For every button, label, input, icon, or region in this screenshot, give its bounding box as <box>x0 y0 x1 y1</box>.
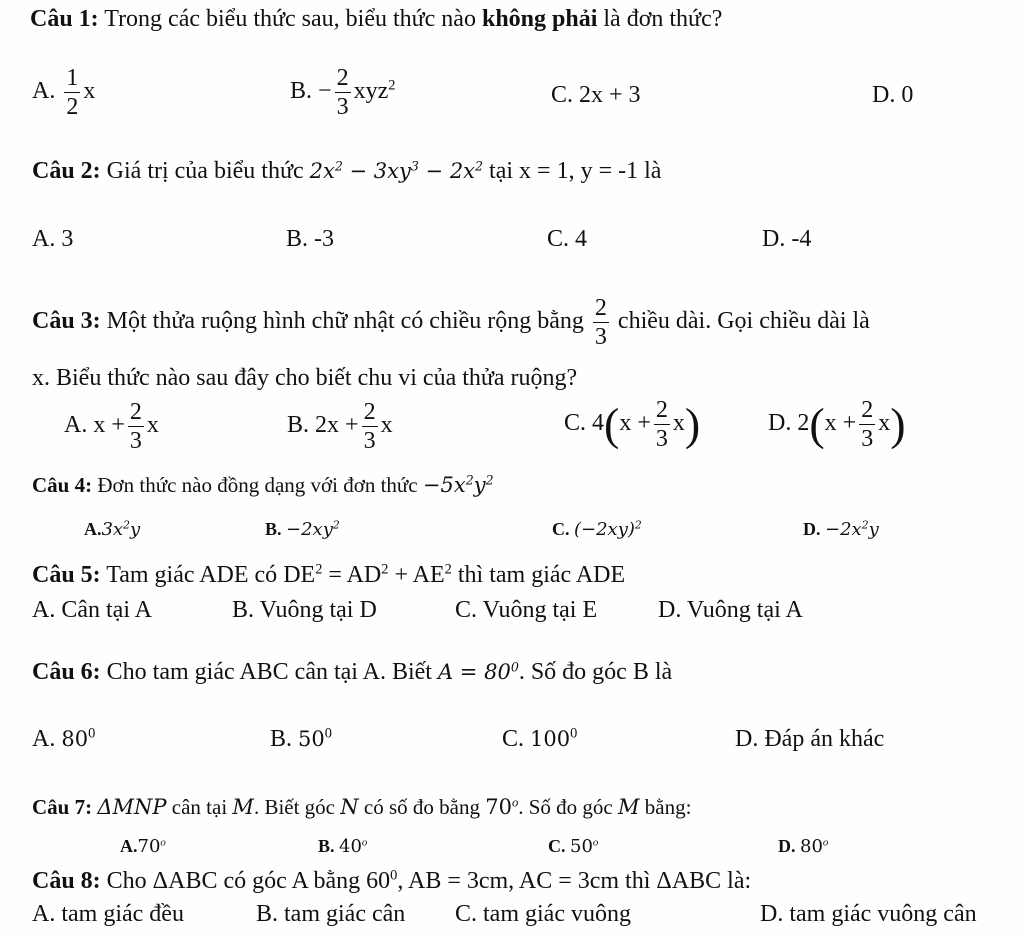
q3-a-post: x <box>146 412 159 439</box>
q7-option-b <box>318 836 367 857</box>
q6-option-b <box>270 726 332 753</box>
q3-b-num: 2 <box>363 399 376 425</box>
q4-d-a2: y <box>868 519 879 540</box>
q7-val: 70 <box>485 795 512 819</box>
q7-option-a <box>120 836 166 857</box>
q4-option-d <box>803 519 879 540</box>
q3-d-post: x <box>878 410 891 437</box>
q7-option-c <box>548 836 598 857</box>
q5-label: Câu 5: <box>32 562 101 588</box>
q5-stem <box>32 562 625 589</box>
q7-c-val: 50 <box>570 836 593 857</box>
q8-option-c: C. tam giác vuông <box>455 901 631 927</box>
q2-condition: tại x = 1, y = -1 là <box>489 158 662 184</box>
q3-text: Một thửa ruộng hình chữ nhật có chiều rộng bằng <box>106 308 584 335</box>
q3-den: 3 <box>594 324 607 350</box>
q6-c-val: 100 <box>530 727 571 751</box>
q3-label: Câu 3: <box>32 308 101 335</box>
q8-text-end: , AB = 3cm, AC = 3cm thì ΔABC là: <box>397 868 752 894</box>
q6-option-c <box>502 726 577 753</box>
q4-m-a: −5x <box>422 473 466 497</box>
q4-c-e: 2 <box>634 518 642 532</box>
q8-stem <box>32 868 751 895</box>
q7-option-d <box>778 836 828 857</box>
q1-a-den: 2 <box>66 94 79 120</box>
q1-b-sign: − <box>318 78 332 105</box>
q8-option-b: B. tam giác cân <box>256 901 406 927</box>
q2-e3: 2 <box>475 158 484 174</box>
q4-option-a <box>84 519 140 540</box>
q5-e1: 2 <box>315 561 323 578</box>
q4-option-c <box>552 519 642 540</box>
q5-f3: + AE <box>388 562 445 588</box>
q4-stem <box>32 473 494 498</box>
q7-t2: . Biết góc <box>253 795 336 819</box>
q4-text: Đơn thức nào đồng dạng với đơn thức <box>97 473 418 497</box>
q1-a-num: 1 <box>66 65 79 91</box>
q3-c-den: 3 <box>655 426 668 452</box>
q1-c-letter: C. <box>551 82 574 108</box>
q1-a-letter: A. <box>32 78 56 105</box>
q7-d-letter: D. <box>778 836 796 856</box>
q1-text-end: là đơn thức? <box>603 6 723 32</box>
q3-a-letter: A. <box>64 412 88 439</box>
q4-a-letter: A. <box>84 519 102 539</box>
q7-b-letter: B. <box>318 836 335 856</box>
q2-option-a: A. 3 <box>32 226 74 252</box>
q4-monomial <box>423 473 494 497</box>
q2-e2: 3 <box>410 158 419 174</box>
q2-t1: 2x <box>309 159 335 183</box>
q6-c-deg: 0 <box>570 725 578 742</box>
q6-label: Câu 6: <box>32 659 101 685</box>
q3-line2: x. Biểu thức nào sau đây cho biết chu vi của thửa ruộng? <box>32 365 578 391</box>
q6-c-letter: C. <box>502 726 525 752</box>
q2-option-b: B. -3 <box>286 226 334 252</box>
q7-a-deg: o <box>160 836 166 849</box>
q4-d-e: 2 <box>861 518 869 532</box>
q6-option-d: D. Đáp án khác <box>735 726 885 752</box>
q3-c-letter: C. <box>564 410 587 437</box>
q6-text: Cho tam giác ABC cân tại A. Biết <box>106 659 432 685</box>
q7-t3: có số đo bằng <box>363 795 480 819</box>
q7-m2: M <box>618 795 640 819</box>
q6-a-val: 80 <box>61 727 89 751</box>
q2-option-d: D. -4 <box>762 226 812 252</box>
q6-option-a <box>32 726 95 753</box>
q1-label: Câu 1: <box>30 6 99 32</box>
q4-a-a2: y <box>129 519 141 540</box>
q3-a-num: 2 <box>129 399 142 425</box>
q6-a-letter: A. <box>32 726 56 752</box>
q8-text: Cho ΔABC có góc A bằng 60 <box>106 868 391 894</box>
q4-a-e: 2 <box>123 518 130 532</box>
q3-c-post: x <box>672 410 685 437</box>
q7-b-val: 40 <box>339 836 362 857</box>
q4-c-letter: C. <box>552 519 570 539</box>
q4-a-a1: 3x <box>101 519 124 540</box>
q6-a-deg: 0 <box>88 725 96 742</box>
q4-label: Câu 4: <box>32 473 93 497</box>
q1-option-d <box>872 82 913 109</box>
q3-b-den: 3 <box>363 428 376 454</box>
q8-option-d: D. tam giác vuông cân <box>760 901 977 927</box>
q3-d-pre: x + <box>824 410 857 437</box>
q5-option-d: D. Vuông tại A <box>658 597 803 623</box>
q3-d-coef: 2 <box>797 410 810 437</box>
q2-text: Giá trị của biểu thức <box>106 158 304 184</box>
q4-c-a1: (−2xy) <box>574 519 635 540</box>
q3-option-b <box>287 400 393 453</box>
q6-stem <box>32 659 672 686</box>
q2-label: Câu 2: <box>32 158 101 184</box>
q2-e1: 2 <box>334 158 343 174</box>
q7-c-deg: o <box>592 836 599 849</box>
q2-t3: − 2x <box>418 159 476 183</box>
q5-text-end: thì tam giác ADE <box>457 562 626 588</box>
q1-b-exp: 2 <box>388 77 396 94</box>
q3-stem <box>32 296 870 349</box>
q1-b-var: xyz <box>353 78 389 105</box>
q1-option-a <box>32 66 95 119</box>
q4-b-a1: −2xy <box>286 519 333 540</box>
q8-label: Câu 8: <box>32 868 101 894</box>
q3-text-end: chiều dài. Gọi chiều dài là <box>617 308 870 335</box>
q5-f1: DE <box>283 562 316 588</box>
q6-angle: A = 80 <box>437 660 511 684</box>
q5-formula <box>283 562 452 588</box>
q5-e2: 2 <box>381 561 389 578</box>
q4-m-e2: 2 <box>485 472 494 488</box>
q2-expression <box>310 159 483 183</box>
q7-c-letter: C. <box>548 836 566 856</box>
q7-a-val: 70 <box>137 836 161 857</box>
q7-n: N <box>340 795 359 819</box>
q3-d-num: 2 <box>861 397 874 423</box>
q4-m-b: y <box>473 473 486 497</box>
q5-text: Tam giác ADE có <box>106 562 278 588</box>
q1-option-c <box>551 82 641 109</box>
q1-b-num: 2 <box>336 65 349 91</box>
q1-text-bold: không phải <box>481 6 598 32</box>
q6-b-val: 50 <box>298 727 325 751</box>
q5-option-b: B. Vuông tại D <box>232 597 377 623</box>
q7-b-deg: o <box>361 836 368 849</box>
q3-option-d: D. 2(x + $\frac{2}{3}$ x) <box>768 397 906 452</box>
q3-d-letter: D. <box>768 410 792 437</box>
q3-c-num: 2 <box>655 397 668 423</box>
q6-b-deg: 0 <box>324 725 332 742</box>
q3-num: 2 <box>594 295 607 321</box>
q3-b-pre: 2x + <box>315 412 359 439</box>
q4-d-letter: D. <box>803 519 821 539</box>
q1-b-letter: B. <box>290 78 313 105</box>
q7-a-letter: A. <box>120 836 138 856</box>
q1-text: Trong các biểu thức sau, biểu thức nào <box>104 6 476 32</box>
q4-option-b <box>265 519 340 540</box>
q4-b-e: 2 <box>332 518 340 532</box>
q3-b-post: x <box>380 412 393 439</box>
q8-deg: 0 <box>390 867 398 884</box>
q7-d-deg: o <box>822 836 829 849</box>
q7-deg: o <box>511 795 519 810</box>
q8-option-a: A. tam giác đều <box>32 901 184 927</box>
q3-a-pre: x + <box>93 412 125 439</box>
q1-d-letter: D. <box>872 82 896 108</box>
q7-m: M <box>232 795 254 819</box>
q3-c-pre: x + <box>619 410 651 437</box>
q7-triangle: ΔMNP <box>97 795 167 819</box>
q3-option-c: C. 4(x + $\frac{2}{3}$ x) <box>564 397 701 452</box>
q7-t1: cân tại <box>171 795 228 819</box>
q1-d-expr: 0 <box>901 82 914 108</box>
q2-stem <box>32 158 661 185</box>
q4-m-e1: 2 <box>465 472 474 488</box>
q4-b-letter: B. <box>265 519 282 539</box>
q3-a-den: 3 <box>129 428 142 454</box>
q4-d-a1: −2x <box>825 519 862 540</box>
q1-a-var: x <box>83 78 96 105</box>
q7-t4: . Số đo góc <box>518 795 613 819</box>
q7-d-val: 80 <box>800 836 823 857</box>
q7-label: Câu 7: <box>32 795 93 819</box>
q3-d-den: 3 <box>861 426 874 452</box>
q1-stem <box>30 6 722 33</box>
q2-option-c: C. 4 <box>547 226 588 252</box>
q2-t2: − 3xy <box>342 159 411 183</box>
q6-text-end: . Số đo góc B là <box>518 659 673 685</box>
q7-stem <box>32 795 691 820</box>
q1-c-expr: 2x + 3 <box>579 82 641 108</box>
q5-option-a: A. Cân tại A <box>32 597 152 623</box>
q1-b-den: 3 <box>336 94 349 120</box>
q7-t5: bằng: <box>644 795 692 819</box>
q1-option-b <box>290 66 395 119</box>
q5-f2: = AD <box>322 562 382 588</box>
q5-option-c: C. Vuông tại E <box>455 597 598 623</box>
q5-e3: 2 <box>444 561 452 578</box>
q3-b-letter: B. <box>287 412 310 439</box>
q3-option-a <box>64 400 159 453</box>
q6-b-letter: B. <box>270 726 293 752</box>
q6-deg: 0 <box>510 659 519 675</box>
q3-c-coef: 4 <box>592 410 605 437</box>
